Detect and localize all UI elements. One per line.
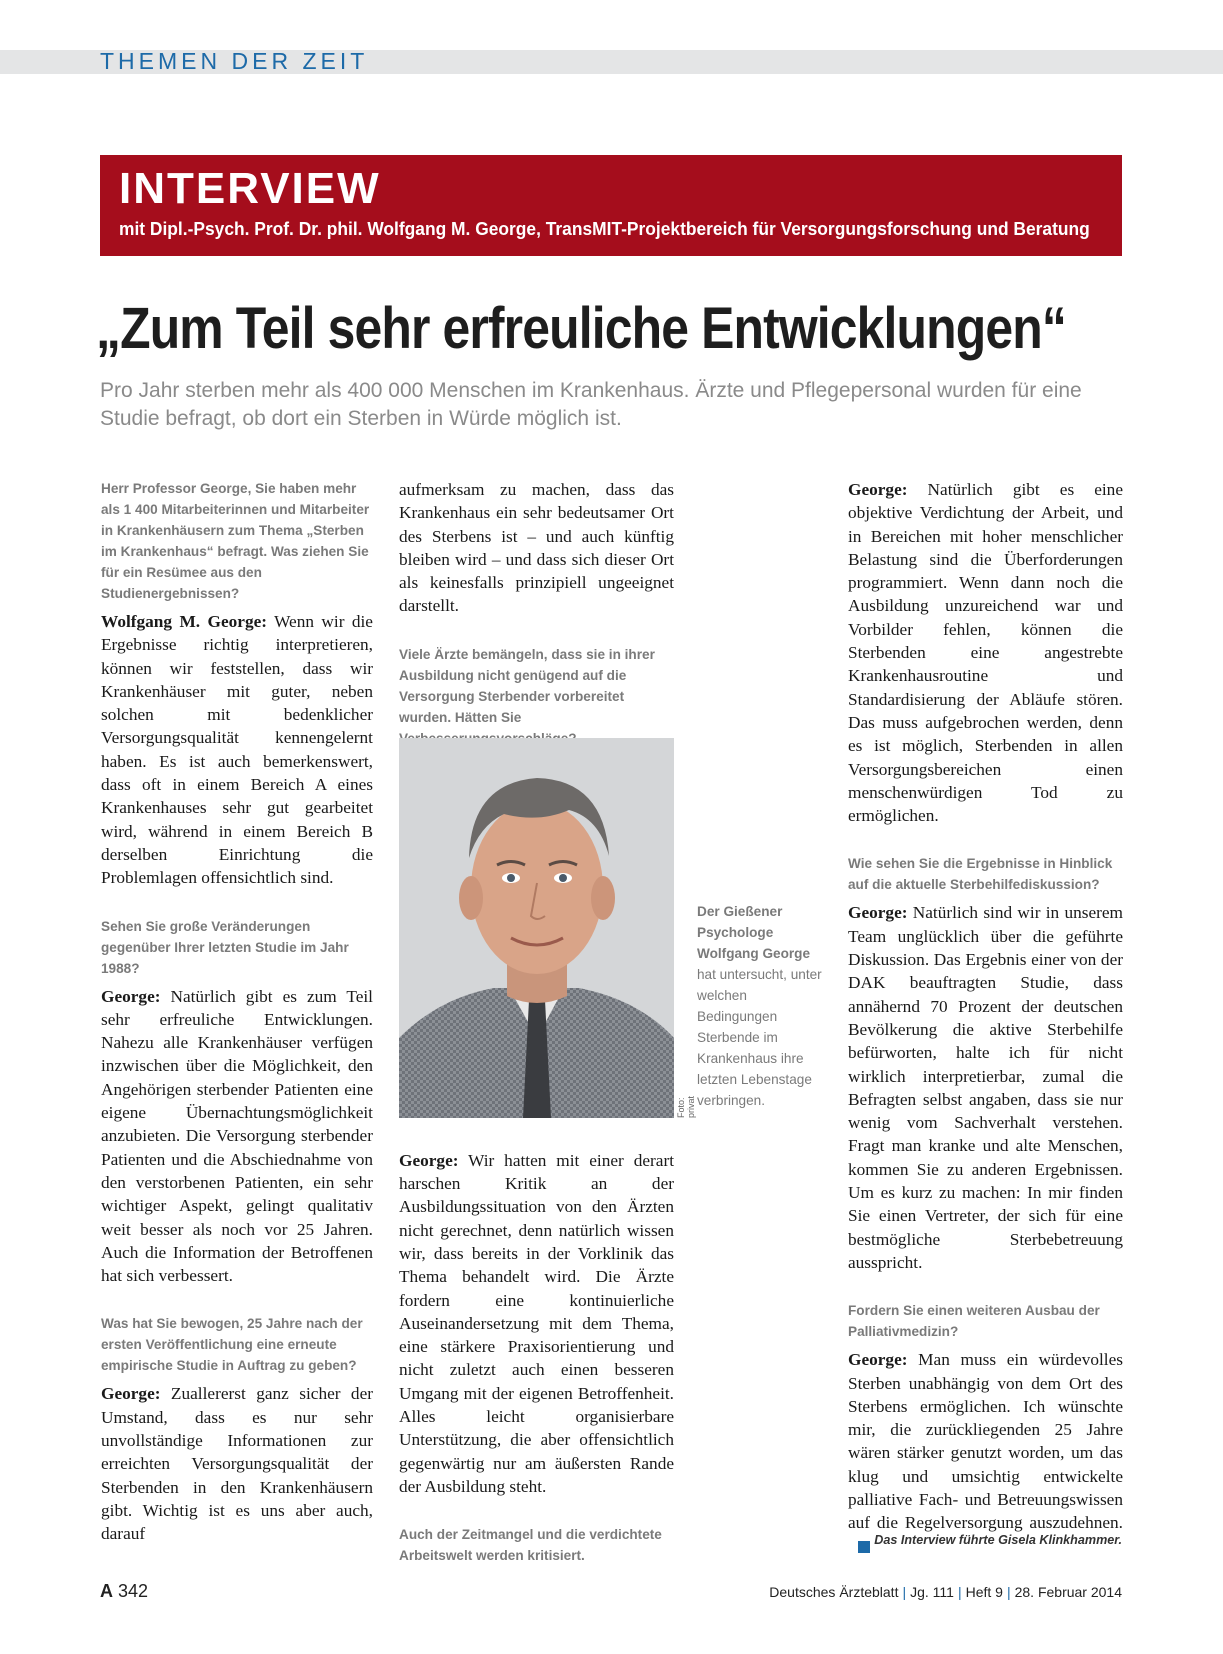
answer-5: [848, 478, 1123, 827]
speaker-label: George:: [848, 1350, 908, 1370]
answer-2: [101, 985, 373, 1288]
journal-volume: Jg. 111: [910, 1584, 954, 1600]
text-column-3: [848, 478, 1123, 1558]
separator: |: [1006, 1584, 1011, 1600]
footer-citation: [769, 1584, 1122, 1600]
answer-text: Natürlich sind wir in unserem Team unglücklich über die geführte Diskussion. Das Ergebnis einer von der DAK beauftragten Studie, dass annähernd 70 Prozent der deutschen Bevölkerung die aktive Sterbehilfe befürworten, halte ich für nicht wirklich interpretierbar, zumal die Befragten selbst angaben, dass sie nur wenig vom Sachverhalt verstehen. Fragt man kranke und alte Menschen, kommen Sie zu anderen Ergebnissen. Um es kurz zu machen: In mir finden Sie einen Vertreter, der sich für eine bestmögliche Sterbebetreuung ausspricht.: [848, 903, 1123, 1272]
answer-continuation: aufmerksam zu machen, dass das Krankenhaus ein sehr bedeutsamer Ort des Sterbens ist – und auch künftig bleiben wird – und dass sich dieser Ort als keinesfalls prinzipiell ungeeignet darstellt.: [399, 480, 674, 616]
answer-text: Zuallererst ganz sicher der Umstand, dass es nur sehr unvollständige Informationen zur erreichten Versorgungsqualität der Sterbenden in den Krankenhäusern gibt. Wichtig ist es uns aber auch, darauf: [101, 1384, 373, 1544]
separator: |: [902, 1584, 907, 1600]
separator: |: [957, 1584, 962, 1600]
journal-date: 28. Februar 2014: [1014, 1584, 1122, 1600]
question-7: Fordern Sie einen weiteren Ausbau der Palliativmedizin?: [848, 1303, 1100, 1340]
answer-7: [848, 1348, 1123, 1558]
question-1: Herr Professor George, Sie haben mehr als 1 400 Mitarbeiterinnen und Mitarbeiter in Krankenhäusern zum Thema „Sterben im Krankenhaus“ befragt. Was ziehen Sie für ein Resümee aus den Studienergebnissen?: [101, 481, 370, 601]
answer-3: [101, 1382, 373, 1545]
page-prefix: A: [100, 1581, 113, 1601]
speaker-label: George:: [848, 480, 908, 499]
answer-4: [399, 1149, 674, 1498]
photo-credit: Foto: privat: [676, 1095, 696, 1118]
speaker-label: Wolfgang M. George:: [101, 612, 268, 631]
section-label: THEMEN DER ZEIT: [100, 48, 369, 74]
question-4: Viele Ärzte bemängeln, dass sie in ihrer Ausbildung nicht genügend auf die Versorgung Sterbender vorbereitet wurden. Hätten Sie: [399, 646, 655, 725]
photo-caption: [697, 901, 825, 1111]
answer-1: [101, 610, 373, 890]
caption-bold: Der Gießener Psychologe Wolfgang George: [697, 904, 811, 961]
answer-text: Man muss ein würdevolles Sterben unabhängig von dem Ort des Sterbens ermöglichen. Ich wünschte mir, die zurückliegenden 25 Jahre wären stärker genutzt worden, um das klug und umsichtig entwickelte palliative Fach- und Betreuungswissen auf die Regelversorgung auszudehnen.: [848, 1350, 1123, 1533]
answer-6: [848, 901, 1123, 1274]
interview-byline: Das Interview führte Gisela Klinkhammer.: [874, 1533, 1122, 1547]
portrait-photo: [399, 738, 674, 1118]
answer-text: Wir hatten mit einer derart harschen Kritik an der Ausbildungssituation von den Ärzten nicht gerechnet, denn natürlich wissen wir, dass bereits in der Vorklinik das Thema behandelt wird. Die Ärzte fordern eine kontinuierliche Auseinandersetzung mit dem Thema, eine stärkere Praxisorientierung und nicht zuletzt auch einen besseren Umgang mit der eigenen Betroffenheit. Alles leicht organisierbare Unterstützung, die aber offensichtlich gegenwärtig nur am äußersten Rande der Ausbildung steht.: [399, 1150, 674, 1496]
speaker-label: George:: [101, 1384, 161, 1404]
banner-subtitle: mit Dipl.-Psych. Prof. Dr. phil. Wolfgang M. George, TransMIT-Projektbereich für Versorgungsforschung und Beratung: [119, 218, 1090, 239]
article-headline: „Zum Teil sehr erfreuliche Entwicklungen“: [96, 296, 1066, 361]
speaker-label: George:: [848, 903, 908, 923]
question-3: Was hat Sie bewogen, 25 Jahre nach der ersten Veröffentlichung eine erneute empirische Studie in Auftrag zu geben?: [101, 1316, 363, 1374]
speaker-label: George:: [101, 986, 161, 1006]
journal-issue: Heft 9: [965, 1584, 1003, 1600]
text-column-1: [101, 478, 373, 1546]
portrait-illustration: [399, 738, 674, 1118]
interview-banner: [100, 155, 1122, 256]
banner-title: INTERVIEW: [119, 164, 381, 213]
answer-text: Wenn wir die Ergebnisse richtig interpretieren, können wir feststellen, dass wir Krankenhäuser mit guter, neben solchen mit bedenklicher Versorgungsqualität kennengelernt haben. Es ist auch bemerkenswert, dass oft in einem Bereich A eines Krankenhauses sehr gut gearbeitet wird, während in einem Bereich B derselben Einrichtung die Problemlagen offensichtlich sind.: [101, 612, 373, 888]
question-2: Sehen Sie große Veränderungen gegenüber Ihrer letzten Studie im Jahr 1988?: [101, 918, 349, 976]
answer-text: Natürlich gibt es eine objektive Verdichtung der Arbeit, und in Bereichen mit hoher menschlicher Belastung sind die Überforderungen programmiert. Wenn dann noch die Ausbildung unzureichend war und Vorbilder fehlen, können die Sterbenden eine angestrebte Krankenhausroutine und Standardisierung der Abläufe stören. Das muss aufgebrochen werden, denn es ist möglich, Sterbenden in allen Versorgungsbereichen einen menschenwürdigen Tod zu ermöglichen.: [848, 480, 1123, 826]
article-lead: Pro Jahr sterben mehr als 400 000 Menschen im Krankenhaus. Ärzte und Pflegepersonal wurden für eine Studie befragt, ob dort ein Sterben in Würde möglich ist.: [100, 379, 1082, 430]
question-6: Wie sehen Sie die Ergebnisse in Hinblick auf die aktuelle Sterbehilfediskussion?: [848, 856, 1113, 893]
page-number-value: 342: [118, 1581, 149, 1601]
journal-name: Deutsches Ärzteblatt: [769, 1584, 899, 1600]
page-number: [100, 1581, 148, 1602]
speaker-label: George:: [399, 1150, 459, 1170]
answer-text: Natürlich gibt es zum Teil sehr erfreuliche Entwicklungen. Nahezu alle Krankenhäuser verfügen inzwischen über die Möglichkeit, den Angehörigen sterbender Patienten eine eigene Übernachtungsmöglichkeit anzubieten. Die Versorgung sterbender Patienten und die Abschiednahme von den verstorbenen Patienten, ein sehr wichtiger Aspekt, gelingt qualitativ weit besser als noch vor 25 Jahren. Auch die Information der Betroffenen hat sich verbessert.: [101, 986, 373, 1286]
question-5: Auch der Zeitmangel und die verdichtete Arbeitswelt werden kritisiert.: [399, 1527, 662, 1564]
caption-text: hat untersucht, unter welchen Bedingungen Sterbende im Krankenhaus ihre letzten Lebenstage verbringen.: [697, 967, 822, 1108]
